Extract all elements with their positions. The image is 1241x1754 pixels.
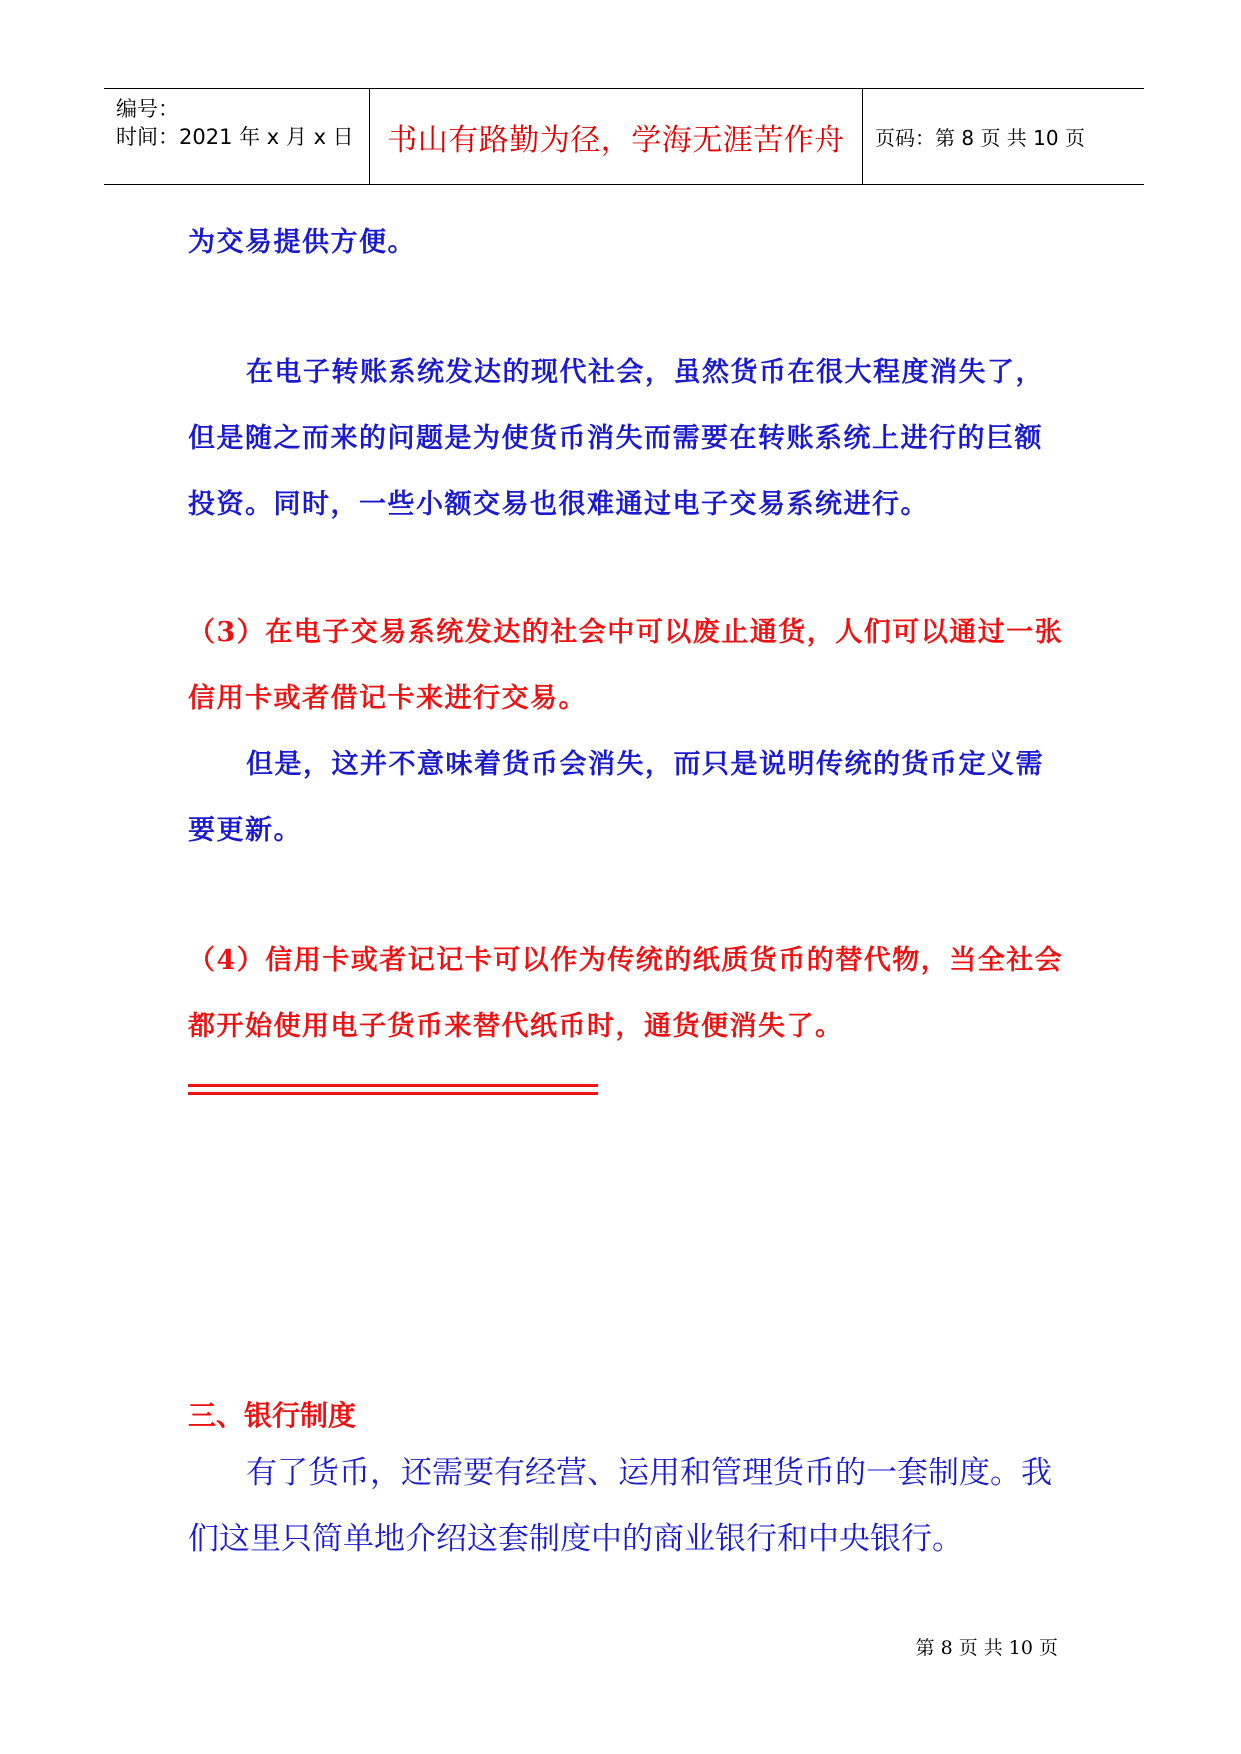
header-page-info: 页码：第 8 页 共 10 页 [875, 126, 1085, 150]
paragraph-5: （4）信用卡或者记记卡可以作为传统的纸质货币的替代物，当全社会都开始使用电子货币来替代纸币时，通货便消失了。 [188, 945, 1064, 1042]
rule-line-top [188, 1084, 598, 1087]
paragraph-2: 在电子转账系统发达的现代社会，虽然货币在很大程度消失了，但是随之而来的问题是为使货币消失而需要在转账系统上进行的巨额投资。同时，一些小额交易也很难通过电子交易系统进行。 [188, 357, 1044, 520]
time-label: 时间：2021 年 x 月 x 日 [116, 125, 354, 149]
paragraph-6: 有了货币，还需要有经营、运用和管理货币的一套制度。我们这里只简单地介绍这套制度中的商业银行和中央银行。 [188, 1455, 1052, 1557]
section-heading: 三、银行制度 [188, 1399, 357, 1432]
paragraph-4: 但是，这并不意味着货币会消失，而只是说明传统的货币定义需要更新。 [188, 749, 1044, 846]
serial-label: 编号： [116, 97, 179, 121]
paragraph-3: （3）在电子交易系统发达的社会中可以废止通货，人们可以通过一张信用卡或者借记卡来进行交易。 [188, 617, 1064, 714]
header-page-cell [863, 89, 1144, 184]
header-meta-cell [104, 89, 370, 184]
page-footer: 第 8 页 共 10 页 [915, 1637, 1058, 1659]
paragraph-1: 为交易提供方便。 [188, 227, 416, 258]
rule-line-bottom [188, 1092, 598, 1095]
header-motto-cell [370, 89, 863, 184]
page-header [104, 88, 1144, 185]
double-rule-divider [188, 1084, 598, 1098]
header-motto: 书山有路勤为径，学海无涯苦作舟 [387, 122, 845, 158]
